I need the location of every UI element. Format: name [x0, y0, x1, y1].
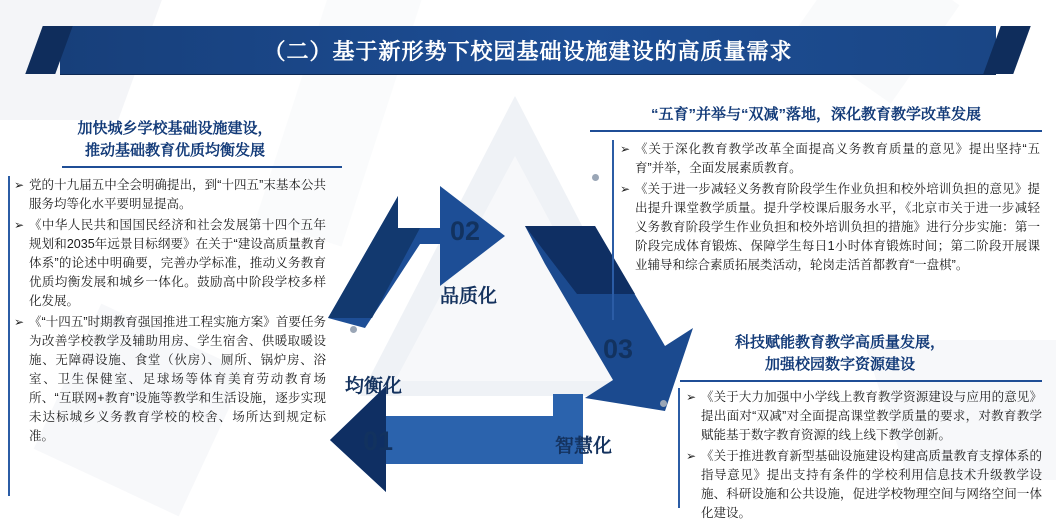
list-item: ➢ 《关于推进教育新型基础设施建设构建高质量教育支撑体系的指导意见》提出支持有条件的学校利用信息技术升级教学设施、科研设施和公共设施，促进学校物理空间与网络空间一体化建设。	[686, 449, 1042, 520]
bottom-right-callout-heading	[640, 332, 1040, 376]
page-title: （二）基于新形势下校园基础设施建设的高质量需求	[263, 38, 793, 64]
list-item: ➢ 《中华人民共和国国民经济和社会发展第十四个五年规划和2035年远景目标纲要》在关于“建设高质量教育体系”的论述中明确要，完善办学标准，推动义务教育优质均衡发展和城乡一体化。鼓励高中阶段学校多样化发展。	[14, 218, 326, 308]
top-right-callout-bullets	[620, 140, 1040, 277]
left-heading-underline	[62, 166, 342, 168]
left-heading-line1: 加快城乡学校基础设施建设，	[77, 120, 273, 137]
bottom-right-heading-line1: 科技赋能教育教学高质量发展，	[734, 334, 945, 351]
bullet-arrow-icon: ➢	[14, 218, 25, 232]
bottom-right-heading-line2: 加强校园数字资源建设	[764, 356, 915, 373]
node-01-label: 均衡化	[345, 376, 403, 397]
bottom-right-callout-bullets	[686, 388, 1042, 525]
bottom-right-block-accent	[678, 388, 680, 508]
list-item: ➢ 《关于深化教育教学改革全面提高义务教育质量的意见》提出坚持“五育”并举，全面发展素质教育。	[620, 142, 1040, 175]
leader-dot-bottom	[660, 400, 667, 407]
bullet-arrow-icon: ➢	[686, 449, 697, 463]
leader-dot-left	[350, 326, 357, 333]
list-item: ➢ 《关于进一步减轻义务教育阶段学生作业负担和校外培训负担的意见》提出提升课堂教学质量。提升学校课后服务水平，《北京市关于进一步减轻义务教育阶段学生作业负担和校外培训负担的措施》进行分步实施：第一阶段完成体育锻炼、保障学生每日1小时体育锻炼时间；第二阶段开展课业辅导和综合素质拓展类活动，轮岗走活首都教育“一盘棋”。	[620, 182, 1040, 272]
top-right-heading-underline	[590, 130, 1042, 132]
slide-title-banner	[60, 26, 996, 74]
list-item: ➢ 《“十四五”时期教育强国推进工程实施方案》首要任务为改善学校教学及辅助用房、学生宿舍、供暖取暖设施、无障碍设施、食堂（伙房）、厕所、锅炉房、浴室、卫生保健室、足球场等体育美育劳动教育场所、“互联网+教育”设施等教学和生活设施，逐步实现未达标城乡义务教育学校的校舍、场所达到规定标准。	[14, 315, 326, 443]
node-02-number: 02	[450, 216, 481, 246]
top-right-heading: “五育”并举与“双减”落地，深化教育教学改革发展	[650, 106, 981, 123]
bottom-right-heading-underline	[680, 380, 1042, 382]
bullet-arrow-icon: ➢	[686, 390, 697, 404]
left-heading-line2: 推动基础教育优质均衡发展	[84, 142, 265, 159]
node-02-label: 品质化	[440, 286, 498, 307]
bullet-arrow-icon: ➢	[620, 182, 631, 196]
top-right-block-accent	[612, 140, 614, 320]
node-03-number: 03	[603, 334, 634, 364]
node-01-number: 01	[363, 426, 394, 456]
top-right-callout-heading	[586, 104, 1046, 126]
left-block-accent	[8, 176, 10, 496]
bullet-arrow-icon: ➢	[14, 315, 25, 329]
list-item: ➢ 党的十九届五中全会明确提出，到“十四五”末基本公共服务均等化水平要明显提高。	[14, 178, 326, 211]
leader-dot-top	[592, 174, 599, 181]
bullet-arrow-icon: ➢	[620, 142, 631, 156]
node-03-label: 智慧化	[555, 436, 613, 457]
left-callout-bullets	[14, 176, 326, 448]
left-callout-heading	[10, 118, 340, 162]
bullet-arrow-icon: ➢	[14, 178, 25, 192]
list-item: ➢ 《关于大力加强中小学线上教育教学资源建设与应用的意见》提出面对“双减”对全面提高课堂教学质量的要求，对教育教学赋能基于数字教育资源的线上线下教学创新。	[686, 390, 1042, 442]
